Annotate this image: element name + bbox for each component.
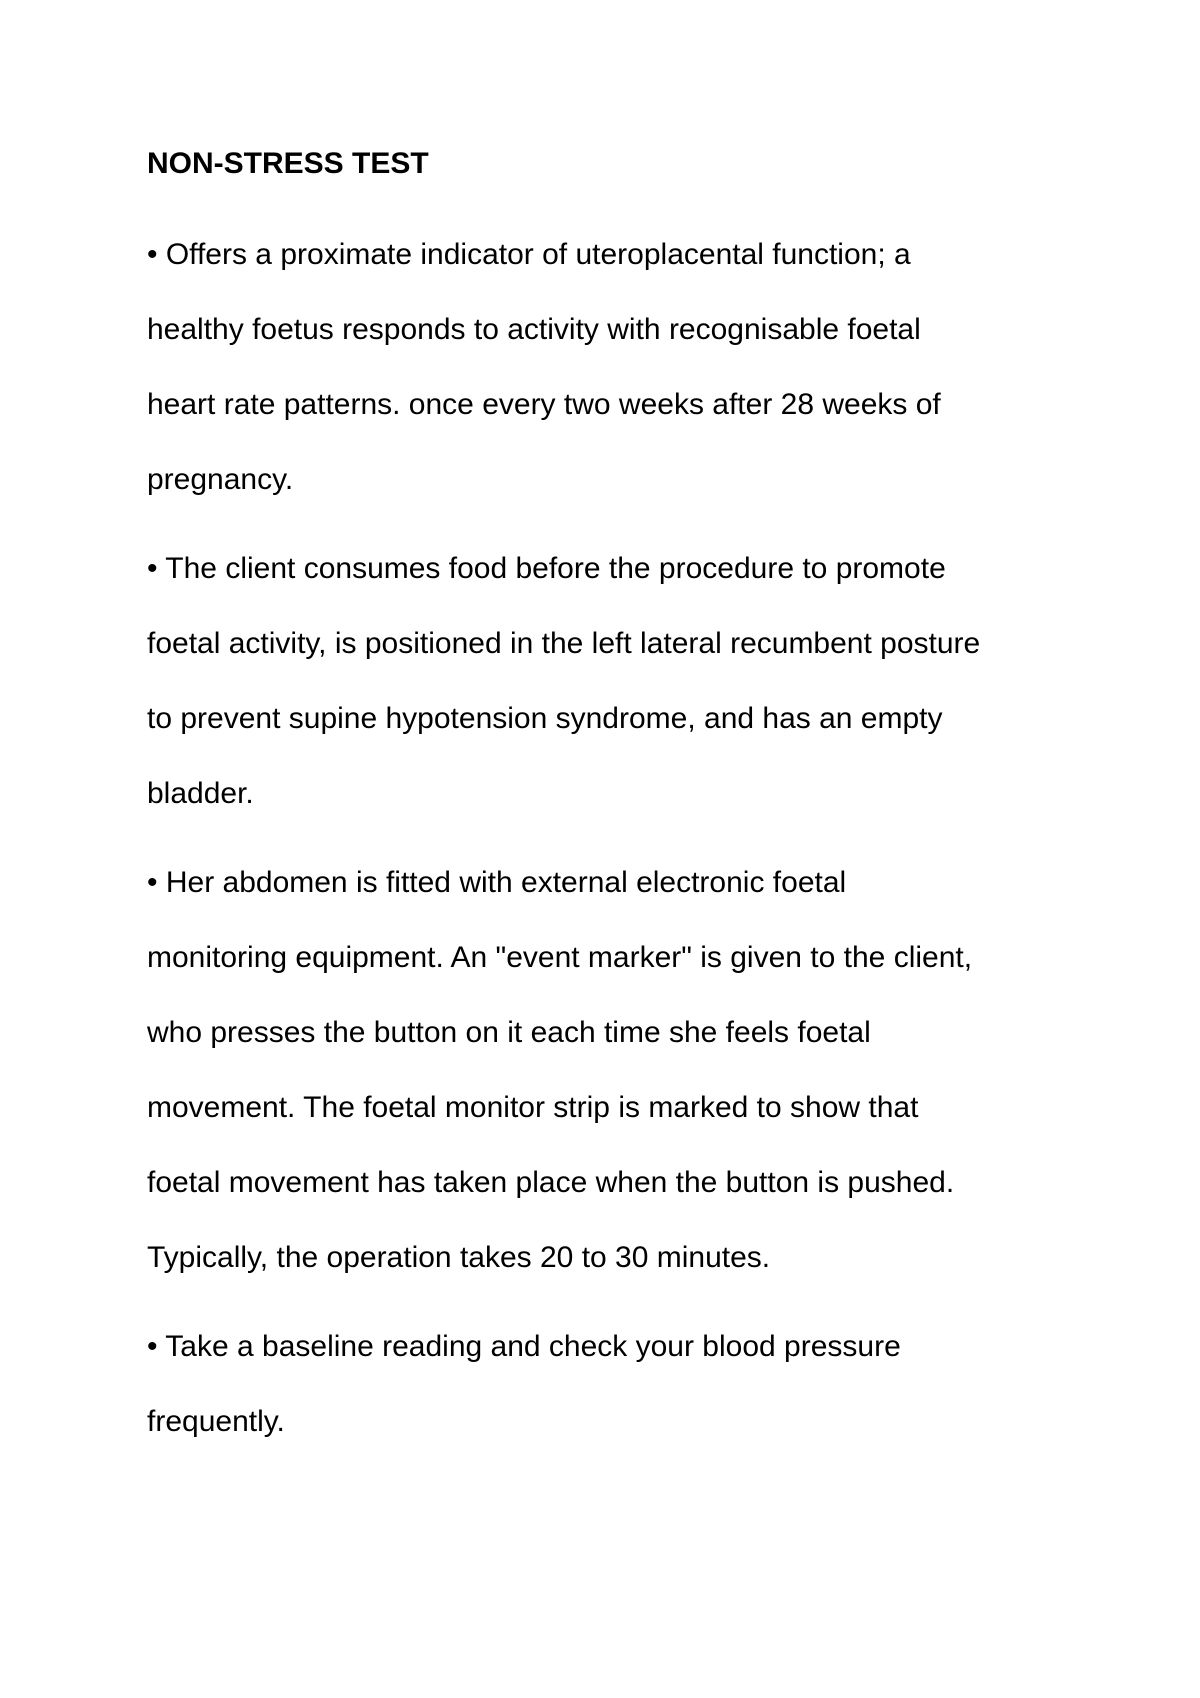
paragraph-line: • Take a baseline reading and check your blood pressure (147, 1330, 901, 1363)
paragraph-line: movement. The foetal monitor strip is marked to show that (147, 1091, 919, 1124)
paragraph-line: bladder. (147, 777, 254, 810)
paragraph-line: to prevent supine hypotension syndrome, and has an empty (147, 702, 943, 735)
paragraph-4 (147, 1309, 1077, 1459)
paragraph-line: monitoring equipment. An "event marker" is given to the client, (147, 941, 973, 974)
paragraph-line: who presses the button on it each time she feels foetal (147, 1016, 871, 1049)
paragraph-line: • The client consumes food before the procedure to promote (147, 552, 946, 585)
paragraph-1 (147, 217, 1077, 517)
paragraph-line: foetal activity, is positioned in the left lateral recumbent posture (147, 627, 981, 660)
paragraph-line: pregnancy. (147, 463, 294, 496)
paragraph-line: • Offers a proximate indicator of uteroplacental function; a (147, 238, 911, 271)
paragraph-line: frequently. (147, 1405, 285, 1438)
paragraph-2 (147, 531, 1077, 831)
paragraph-line: Typically, the operation takes 20 to 30 minutes. (147, 1241, 771, 1274)
paragraph-3 (147, 845, 1077, 1295)
paragraph-line: • Her abdomen is fitted with external electronic foetal (147, 866, 847, 899)
paragraph-line: heart rate patterns. once every two weeks after 28 weeks of (147, 388, 941, 421)
paragraph-line: foetal movement has taken place when the button is pushed. (147, 1166, 955, 1199)
document-title: NON-STRESS TEST (147, 147, 429, 180)
paragraph-line: healthy foetus responds to activity with recognisable foetal (147, 313, 921, 346)
